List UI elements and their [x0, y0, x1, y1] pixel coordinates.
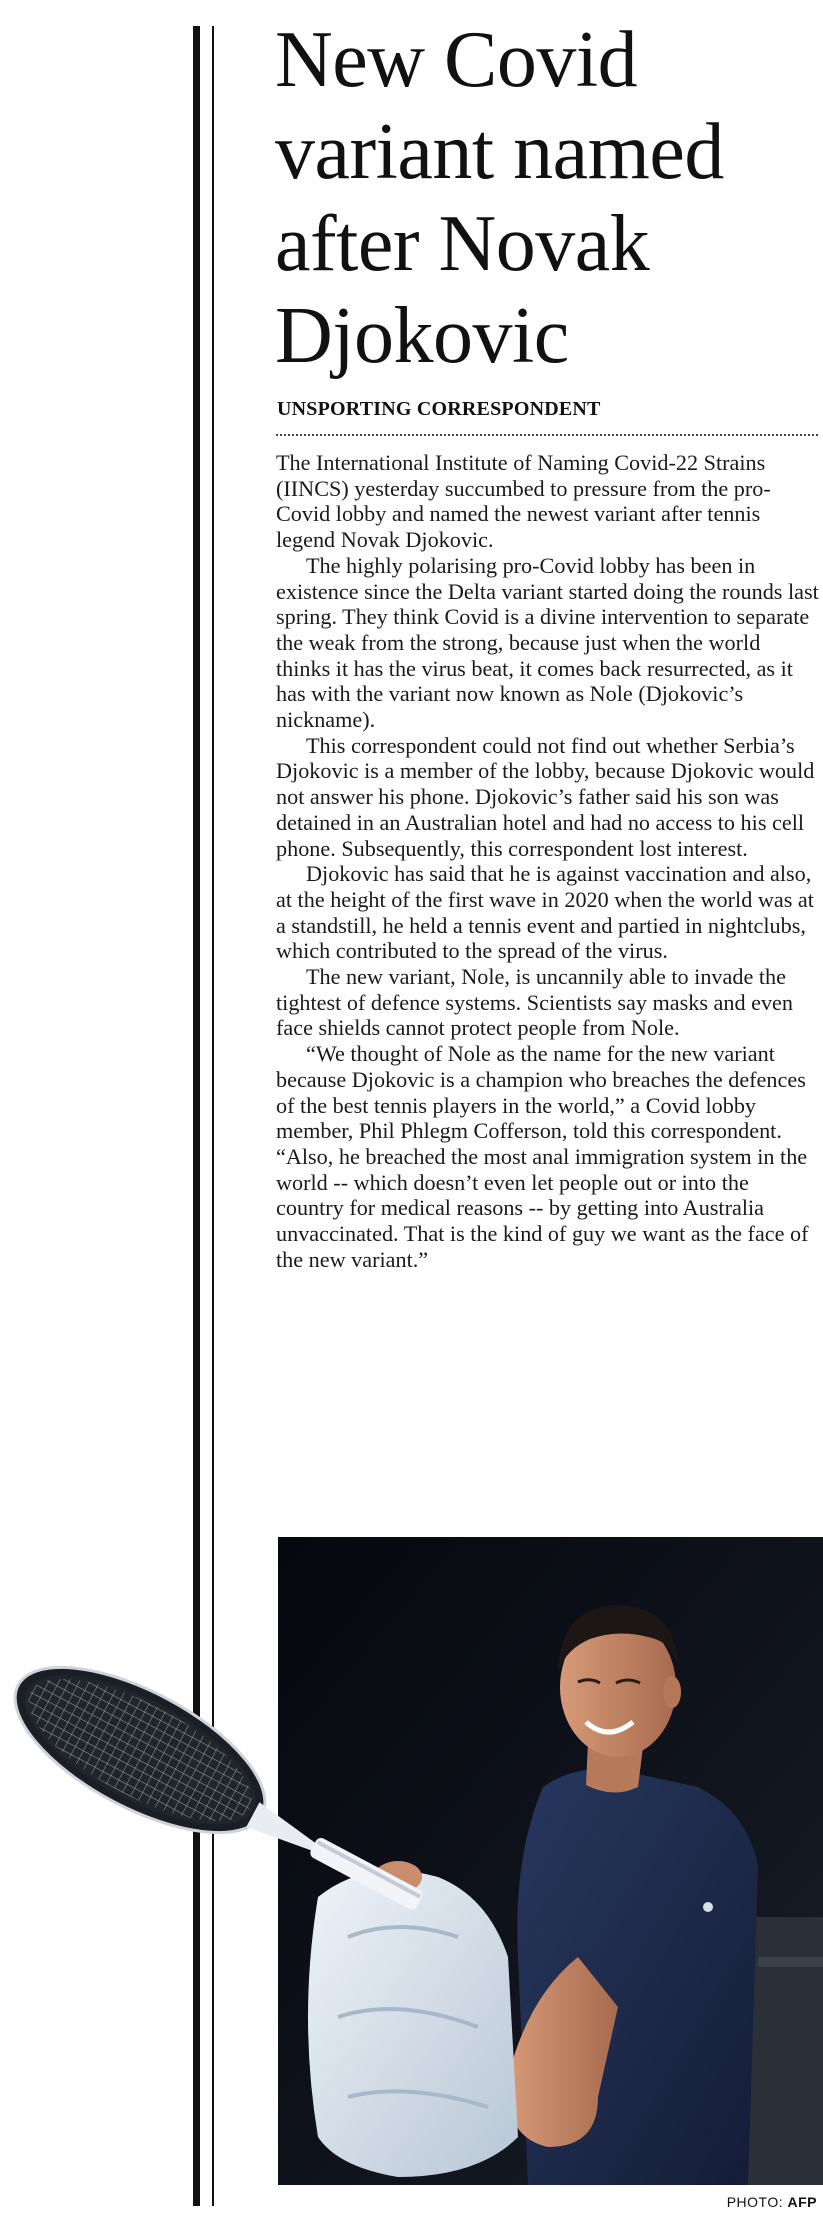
article-body	[276, 450, 820, 1273]
paragraph-6: “We thought of Nole as the name for the new variant because Djokovic is a champion who breaches the defences of the best tennis players in the world,” a Covid lobby member, Phil Phlegm Cofferson, told this correspondent. “Also, he breached the most anal immigration system in the world -- which doesn’t even let people out or into the country for medical reasons -- by getting into Australia unvaccinated. That is the kind of guy we want as the face of the new variant.”	[276, 1041, 809, 1272]
photo-credit-prefix: PHOTO:	[726, 2194, 784, 2210]
paragraph-4: Djokovic has said that he is against vaccination and also, at the height of the first wave in 2020 when the world was at a standstill, he held a tennis event and partied in nightclubs, which contributed to the spread of the virus.	[276, 861, 814, 964]
photo-credit-source: AFP	[787, 2194, 817, 2210]
paragraph-2: The highly polarising pro-Covid lobby has been in existence since the Delta variant started doing the rounds last spring. They think Covid is a divine intervention to separate the weak from the strong, because just when the world thinks it has the virus beat, it comes back resurrected, as it has with the variant now known as Nole (Djokovic’s nickname).	[276, 552, 819, 733]
paragraph-5: The new variant, Nole, is uncannily able to invade the tightest of defence systems. Scientists say masks and even face shields cannot protect people from Nole.	[276, 964, 793, 1041]
racket-icon	[0, 1660, 480, 1980]
paragraph-3: This correspondent could not find out whether Serbia’s Djokovic is a member of the lobby, because Djokovic would not answer his phone. Djokovic’s father said his son was detained in an Australian hotel and had no access to his cell phone. Subsequently, this correspondent lost interest.	[276, 732, 815, 861]
byline: UNSPORTING CORRESPONDENT	[277, 398, 601, 420]
paragraph-1: The International Institute of Naming Covid-22 Strains (IINCS) yesterday succumbed to pressure from the pro-Covid lobby and named the newest variant after tennis legend Novak Djokovic.	[276, 450, 771, 553]
photo-credit	[727, 2194, 817, 2210]
headline: New Covid variant named after Novak Djokovic	[275, 16, 724, 380]
tennis-racket-illustration	[0, 1660, 480, 1980]
byline-divider	[276, 434, 818, 436]
